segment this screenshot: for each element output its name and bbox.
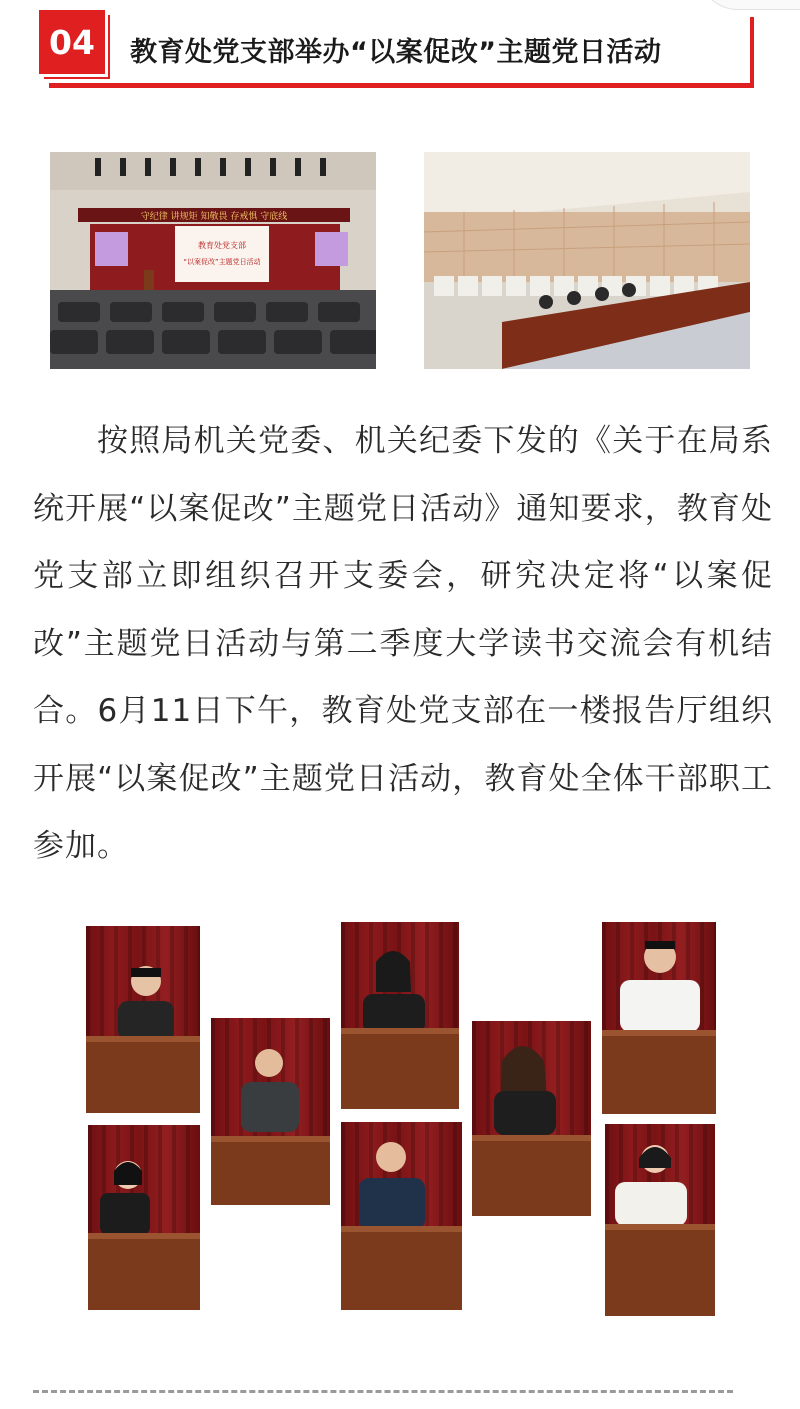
photo-auditorium-stage bbox=[50, 152, 376, 369]
speaker-photo-2 bbox=[88, 1125, 200, 1310]
screen-line-1: 教育处党支部 bbox=[198, 241, 246, 250]
speaker-photo-7 bbox=[602, 922, 716, 1114]
top-decoration bbox=[698, 0, 800, 10]
hall-banner-text: 守纪律 讲规矩 知敬畏 存戒惧 守底线 bbox=[140, 212, 288, 222]
article-paragraph: 按照局机关党委、机关纪委下发的《关于在局系统开展“以案促改”主题党日活动》通知要求，教育处党支部立即组织召开支委会，研究决定将“以案促改”主题党日活动与第二季度大学读书交流会有机结合。6月11日下午，教育处党支部在一楼报告厅组织开展“以案促改”主题党日活动，教育处全体干部职工参加。 bbox=[33, 423, 773, 864]
speaker-photo-3 bbox=[211, 1018, 330, 1205]
photo-audience-seated bbox=[424, 152, 750, 369]
speaker-photo-4 bbox=[341, 922, 459, 1109]
section-title: 教育处党支部举办“以案促改”主题党日活动 bbox=[130, 37, 662, 68]
screen-line-2: “以案促改”主题党日活动 bbox=[183, 258, 261, 266]
speaker-photo-1 bbox=[86, 926, 200, 1113]
speaker-photo-5 bbox=[341, 1122, 462, 1310]
speaker-photo-6 bbox=[472, 1021, 591, 1216]
speaker-photo-8 bbox=[605, 1124, 715, 1316]
section-number: 04 bbox=[39, 10, 105, 74]
section-divider bbox=[33, 1390, 733, 1393]
